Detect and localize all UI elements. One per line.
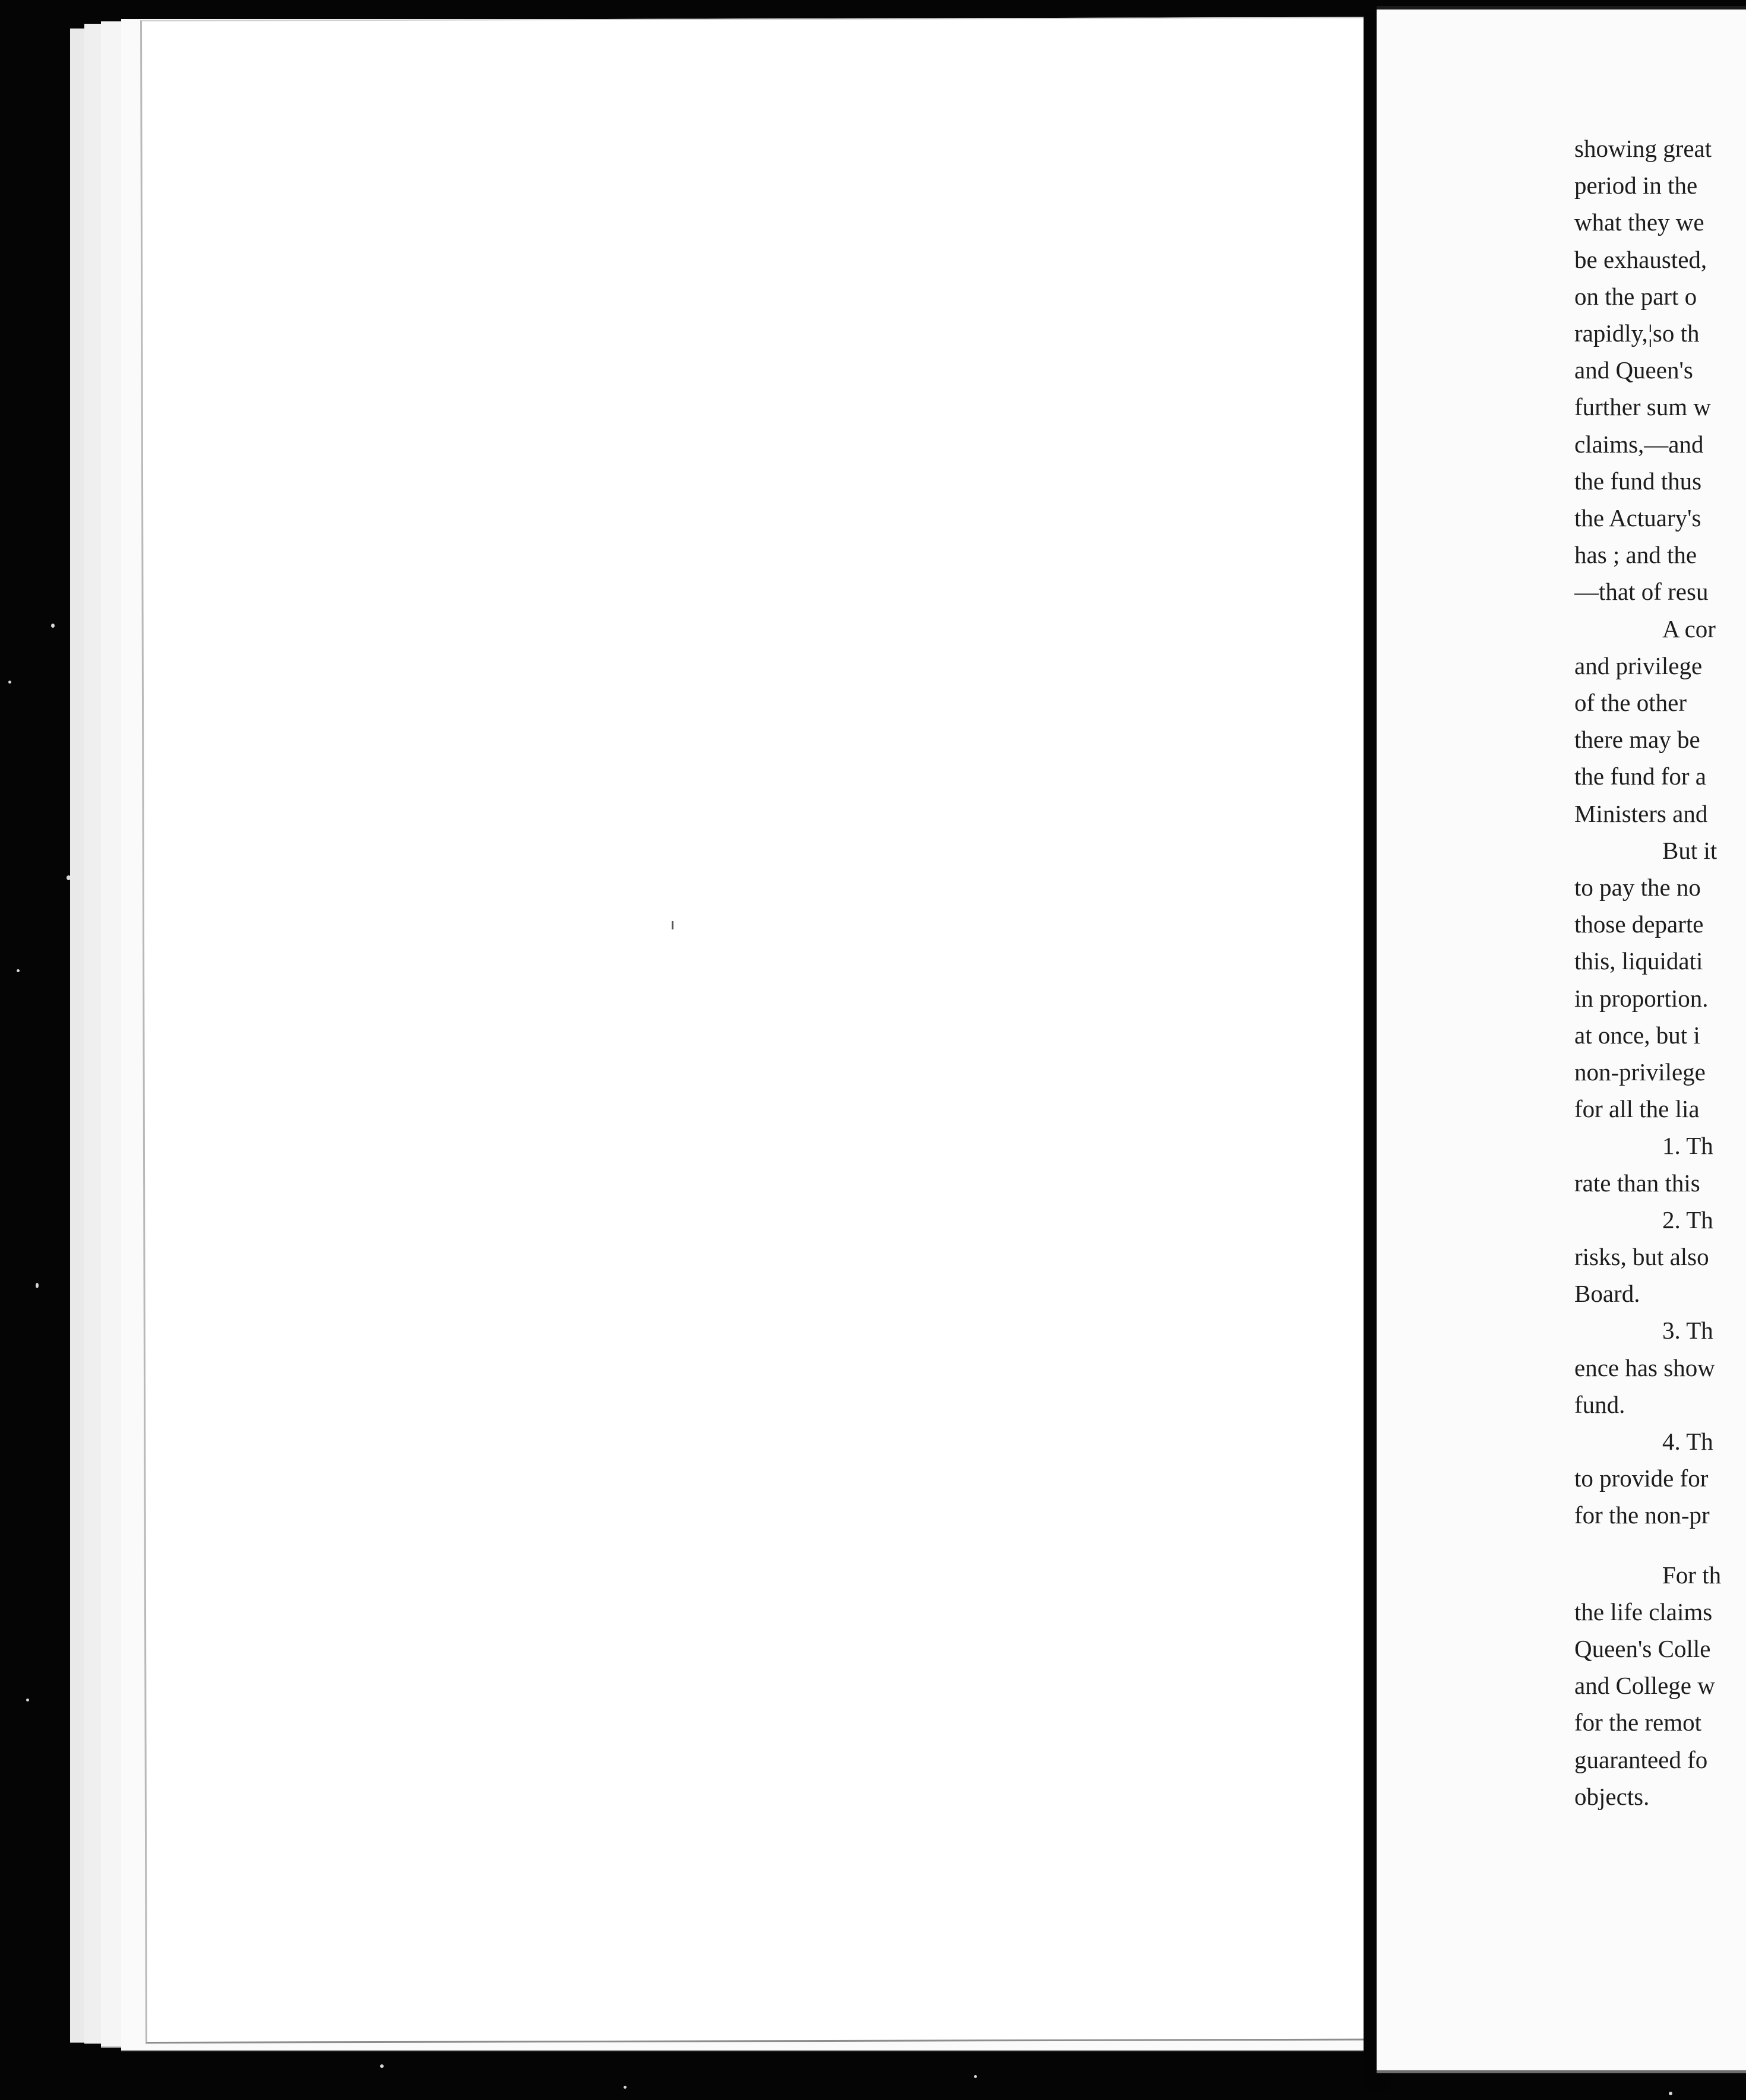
dust-speck [26,1699,29,1701]
text-line: rapidly,¦so th [1574,320,1700,347]
text-line: be exhausted, [1574,246,1707,273]
text-line: and privilege [1574,652,1703,679]
text-line: fund. [1574,1391,1625,1418]
text-line: 3. Th [1662,1317,1713,1344]
text-line: rate than this [1574,1169,1700,1197]
dust-speck [8,681,11,684]
text-line: A cor [1662,615,1716,643]
text-line: further sum w [1574,393,1712,420]
dust-speck [624,2086,627,2089]
dust-speck [1669,2092,1672,2095]
text-line: For th [1662,1561,1722,1589]
text-line: at once, but i [1574,1021,1700,1049]
text-line: the fund thus [1574,467,1702,495]
text-line: for the remot [1574,1709,1702,1736]
text-line: ence has show [1574,1354,1715,1381]
text-line: on the part o [1574,283,1697,310]
text-line: the fund for a [1574,763,1706,790]
text-line: claims,—and [1574,431,1704,458]
text-line: risks, but also [1574,1243,1709,1270]
text-line: Ministers and [1574,800,1708,827]
text-line: the Actuary's [1574,504,1701,532]
text-line: to provide for [1574,1465,1709,1492]
text-line: showing great [1574,135,1712,162]
text-line: guaranteed fo [1574,1746,1708,1773]
text-line: of the other [1574,689,1687,716]
dust-speck [17,969,20,972]
text-line: objects. [1574,1783,1650,1810]
left-page-blank [140,17,1403,2044]
text-line: the life claims [1574,1598,1713,1625]
text-line: this, liquidati [1574,947,1703,975]
text-line: to pay the no [1574,874,1701,901]
text-line: for the non-pr [1574,1501,1710,1529]
text-line: there may be [1574,726,1700,753]
text-line: for all the lia [1574,1095,1700,1122]
text-line: in proportion. [1574,985,1709,1012]
text-line: what they we [1574,208,1704,236]
text-line: —that of resu [1574,578,1709,605]
dust-speck [380,2064,384,2068]
text-line: But it [1662,837,1717,864]
dust-speck [974,2075,977,2078]
text-line: 1. Th [1662,1132,1713,1159]
text-line: period in the [1574,172,1698,199]
dust-speck [51,624,55,628]
right-page-text [1574,133,1746,2033]
text-line: and Queen's [1574,356,1693,384]
dust-speck [36,1283,39,1288]
page-blemish [672,921,673,929]
text-line: and College w [1574,1672,1715,1699]
text-line: 4. Th [1662,1428,1713,1455]
text-line: 2. Th [1662,1206,1713,1234]
text-line: Board. [1574,1280,1640,1307]
text-line: has ; and the [1574,541,1697,568]
text-line: Queen's Colle [1574,1635,1711,1662]
text-line: those departe [1574,910,1704,938]
text-line: non-privilege [1574,1058,1706,1086]
